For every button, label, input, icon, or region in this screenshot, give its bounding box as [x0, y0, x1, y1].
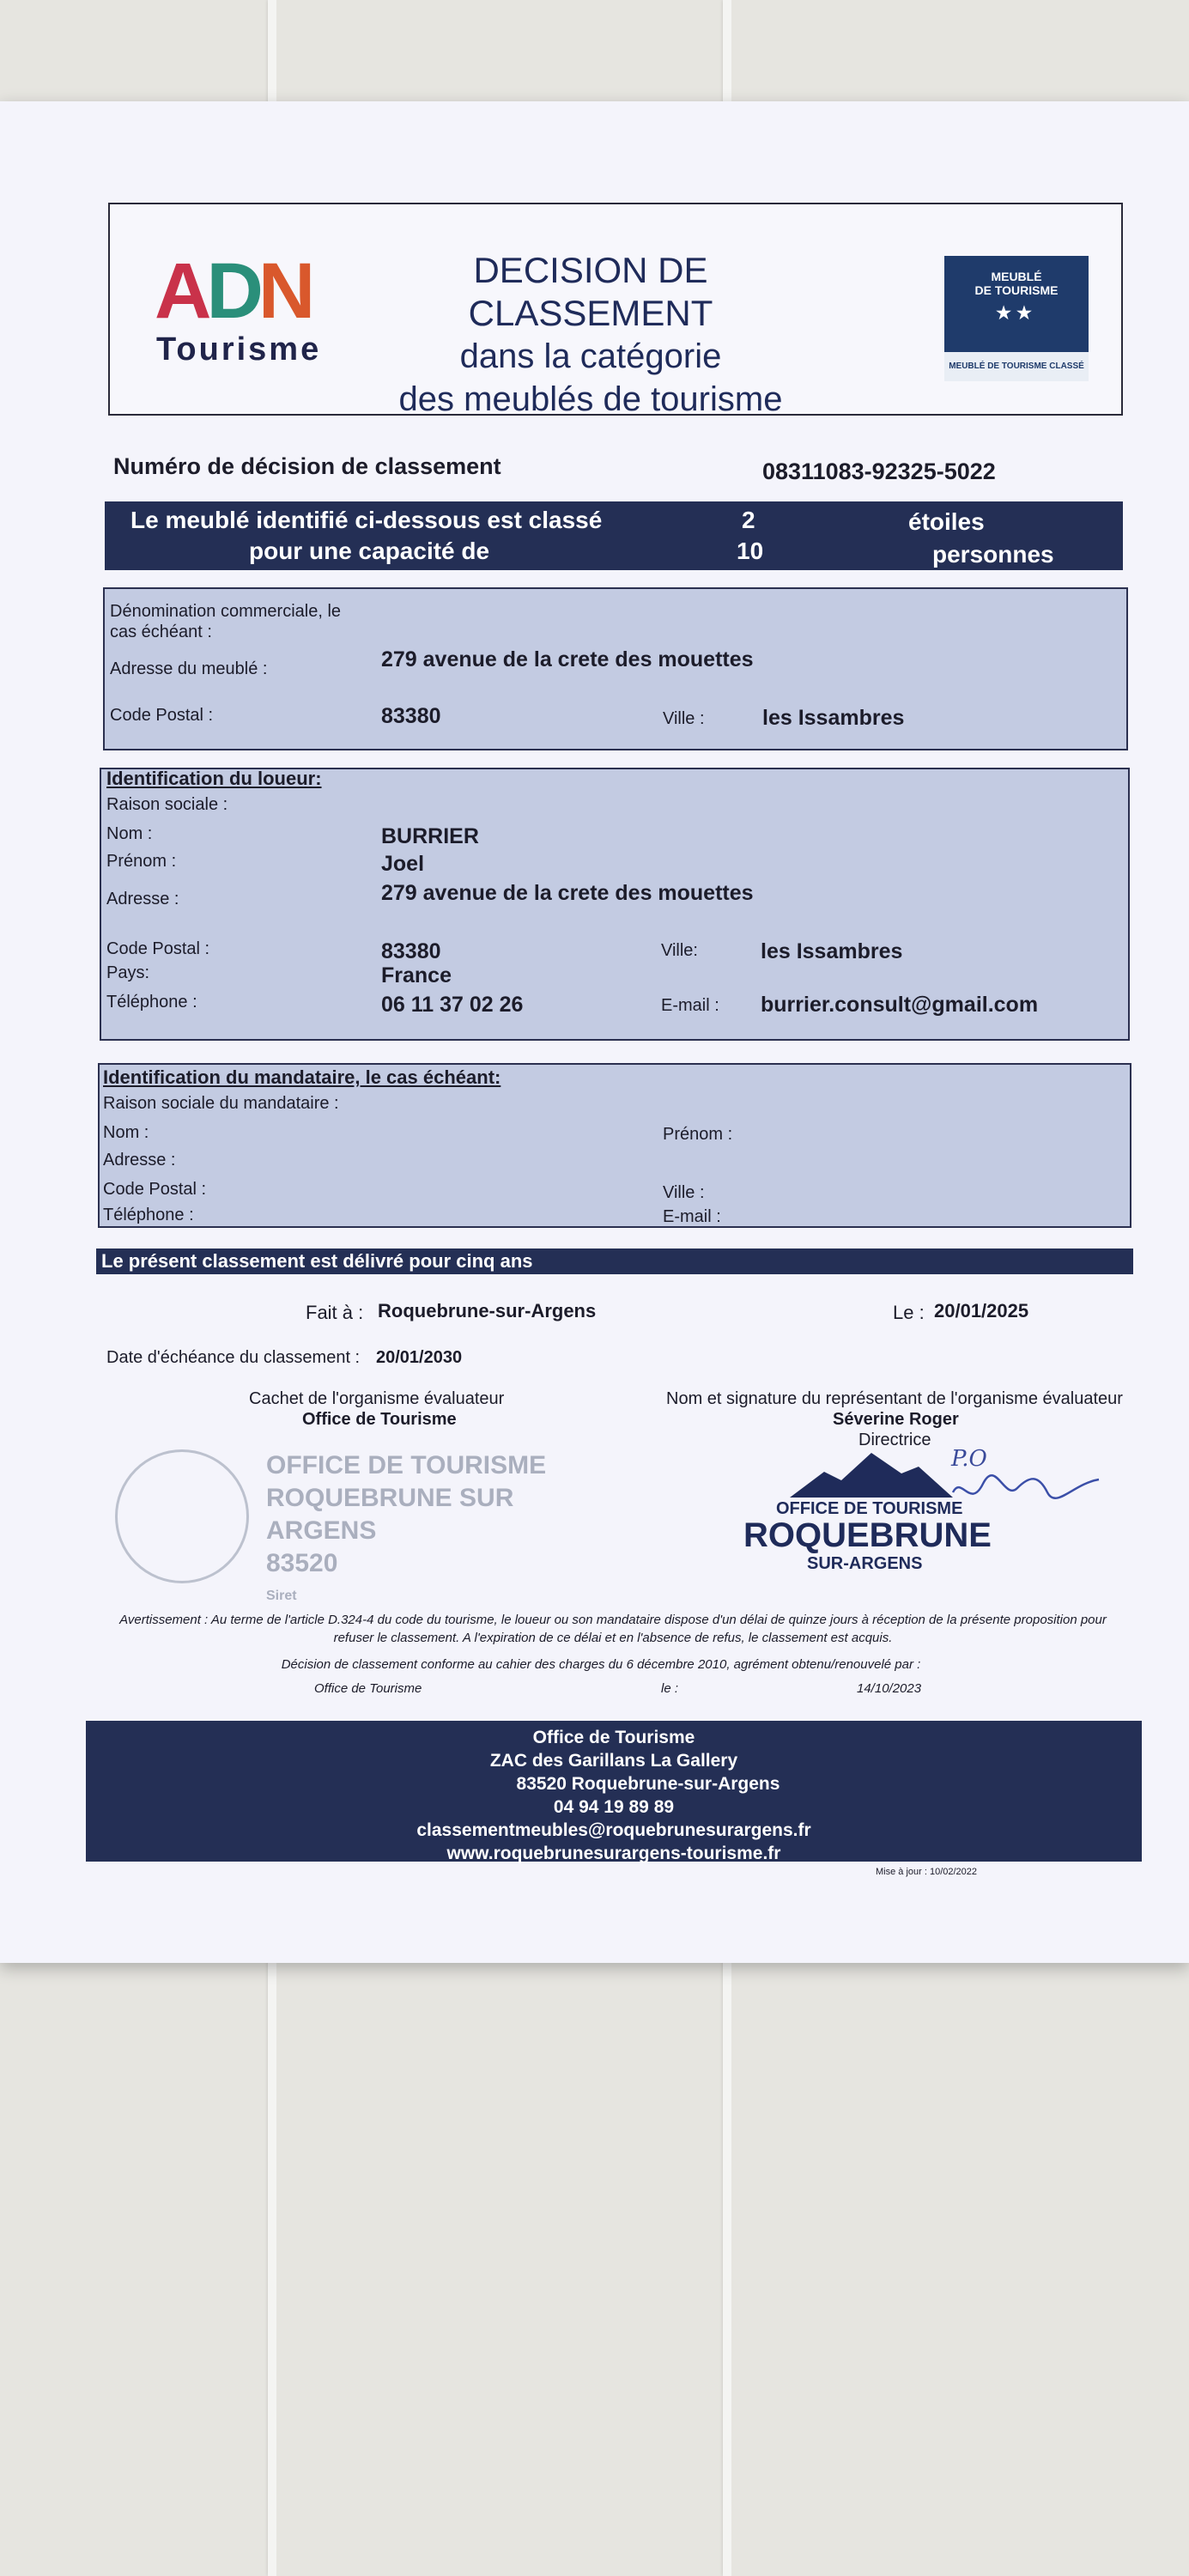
stamp-seal-icon	[115, 1449, 249, 1583]
update-date: Mise à jour : 10/02/2022	[876, 1867, 978, 1877]
document-title: DECISION DE CLASSEMENT dans la catégorie des meublés de tourisme	[398, 250, 783, 418]
validity-banner: Le présent classement est délivré pour cinq ans	[96, 1249, 1133, 1274]
official-stamp: OFFICE DE TOURISME ROQUEBRUNE SUR ARGENS 83520 Siret	[103, 1441, 549, 1587]
stars-value: 2	[742, 507, 755, 533]
footer-website: www.roquebrunesurargens-tourisme.fr	[446, 1844, 781, 1863]
star-icon: ★★	[996, 304, 1037, 323]
email-value: burrier.consult@gmail.com	[761, 993, 1039, 1017]
handwritten-po: P.O	[951, 1446, 987, 1472]
roquebrune-logo: OFFICE DE TOURISME ROQUEBRUNE SUR-ARGENS	[738, 1448, 1013, 1577]
fait-a-value: Roquebrune-sur-Argens	[378, 1300, 597, 1321]
echeance-value: 20/01/2030	[376, 1348, 463, 1367]
meuble-address: 279 avenue de la crete des mouettes	[381, 647, 754, 671]
loueur-section: Identification du loueur: Raison sociale : Nom : BURRIER Prénom : Joel Adresse : 279 avenue de la crete des mouettes Code Postal : 83380 Ville: les Issambres Pays: France Téléphone : 06 11 37 02 26 E-mail : burrier.consult@gmail.com	[100, 768, 1130, 1041]
mandataire-section: Identification du mandataire, le cas échéant: Raison sociale du mandataire : Nom : Prénom : Adresse : Code Postal : Ville : Téléphone : E-mail :	[98, 1063, 1131, 1228]
document-page: ADN Tourisme DECISION DE CLASSEMENT dans la catégorie des meublés de tourisme MEUBLÉ DE TOURISME ★★ MEUBLÉ DE TOURISME CLASSÉ Numéro de décision de classement 08311083-92325-5022 Le meublé identifié ci-dessous est classé pour une capacité de 2 étoiles 10 personnes Dénomination commerciale, le cas échéant : Adresse du meublé : 279 avenue de la crete des mouettes Code Postal : 83380 Ville : les Issambres Identification du loueur: Raison sociale : Nom : BURRIER Prénom : Joel Adresse : 279 avenue de la crete des mouettes Code Postal : 83380 Ville: les Issambres Pays: France Téléphone : 06 11 37 02 26 E-mail : burrier.consult@gmail.com Identification du mandataire, le cas échéant: Raison sociale du mandataire : Nom : Prénom : Adresse : Code Postal : Ville : Téléphone : E-mail : Le présent classement est délivré pour cinq ans Fait à : Roquebrune-sur-Argens Le : 20/01/2025 Date d'échéance du classement : 20/01/2030 Cachet de l'organisme évaluateur Office de Tourisme OFFICE DE TOURISME ROQUEBRUNE SUR ARGENS 83520 Siret Nom et signature du représentant de l'organisme évaluateur Séverine Roger Directrice P.O OFFICE DE TOURISME ROQUEBRUNE SUR-ARGENS Avertissement : Au terme de l'article D.324-4 du code du tourisme, le loueur ou son mandataire dispose d'un délai de quinze jours à réception de la présente proposition pour refuser le classement. A l'expiration de ce délai et en l'absence de refus, le classement est acquis. Décision de classement conforme au cahier des charges du 6 décembre 2010, agrément obtenu/renouvelé par : Office de Tourisme le : 14/10/2023 Office de Tourisme ZAC des Garillans La Gallery 83520 Roquebrune-sur-Argens 04 94 19 89 89 classementmeubles@roquebrunesurargens.fr www.roquebrunesurargens-tourisme.fr Mise à jour : 10/02/2022	[0, 101, 1189, 1963]
agrement-date: 14/10/2023	[857, 1681, 922, 1696]
classement-banner: Le meublé identifié ci-dessous est classé pour une capacité de 2 étoiles 10 personnes	[105, 501, 1123, 570]
section-title: Identification du loueur:	[106, 768, 322, 789]
document-header	[108, 203, 1123, 416]
avertissement-text: Avertissement : Au terme de l'article D.324-4 du code du tourisme, le loueur ou son mandataire dispose d'un délai de quinze jours à réception de la présente proposition pour refuser le classement. A l'expiration de ce délai et en l'absence de refus, le classement est acquis.	[119, 1613, 1107, 1645]
footer-email: classementmeubles@roquebrunesurargens.fr	[416, 1820, 811, 1840]
decision-label: Numéro de décision de classement	[113, 453, 501, 479]
meuble-tourisme-badge: MEUBLÉ DE TOURISME ★★ MEUBLÉ DE TOURISME CLASSÉ	[944, 256, 1089, 381]
conformity-text: Décision de classement conforme au cahier des charges du 6 décembre 2010, agrément obtenu/renouvelé par :	[281, 1657, 921, 1672]
mountain-icon	[790, 1448, 953, 1499]
representative-name: Séverine Roger	[833, 1410, 959, 1429]
footer-contact: Office de Tourisme ZAC des Garillans La Gallery 83520 Roquebrune-sur-Argens 04 94 19 89 89 classementmeubles@roquebrunesurargens.fr www.roquebrunesurargens-tourisme.fr	[86, 1721, 1142, 1862]
capacity-value: 10	[737, 538, 764, 564]
date-value: 20/01/2025	[934, 1300, 1029, 1321]
meuble-section: Dénomination commerciale, le cas échéant : Adresse du meublé : 279 avenue de la crete des mouettes Code Postal : 83380 Ville : les Issambres	[103, 587, 1128, 750]
adn-logo: ADN	[155, 247, 311, 335]
decision-number: 08311083-92325-5022	[762, 459, 996, 484]
section-title: Identification du mandataire, le cas échéant:	[103, 1066, 501, 1088]
adn-logo-subtitle: Tourisme	[156, 331, 322, 368]
